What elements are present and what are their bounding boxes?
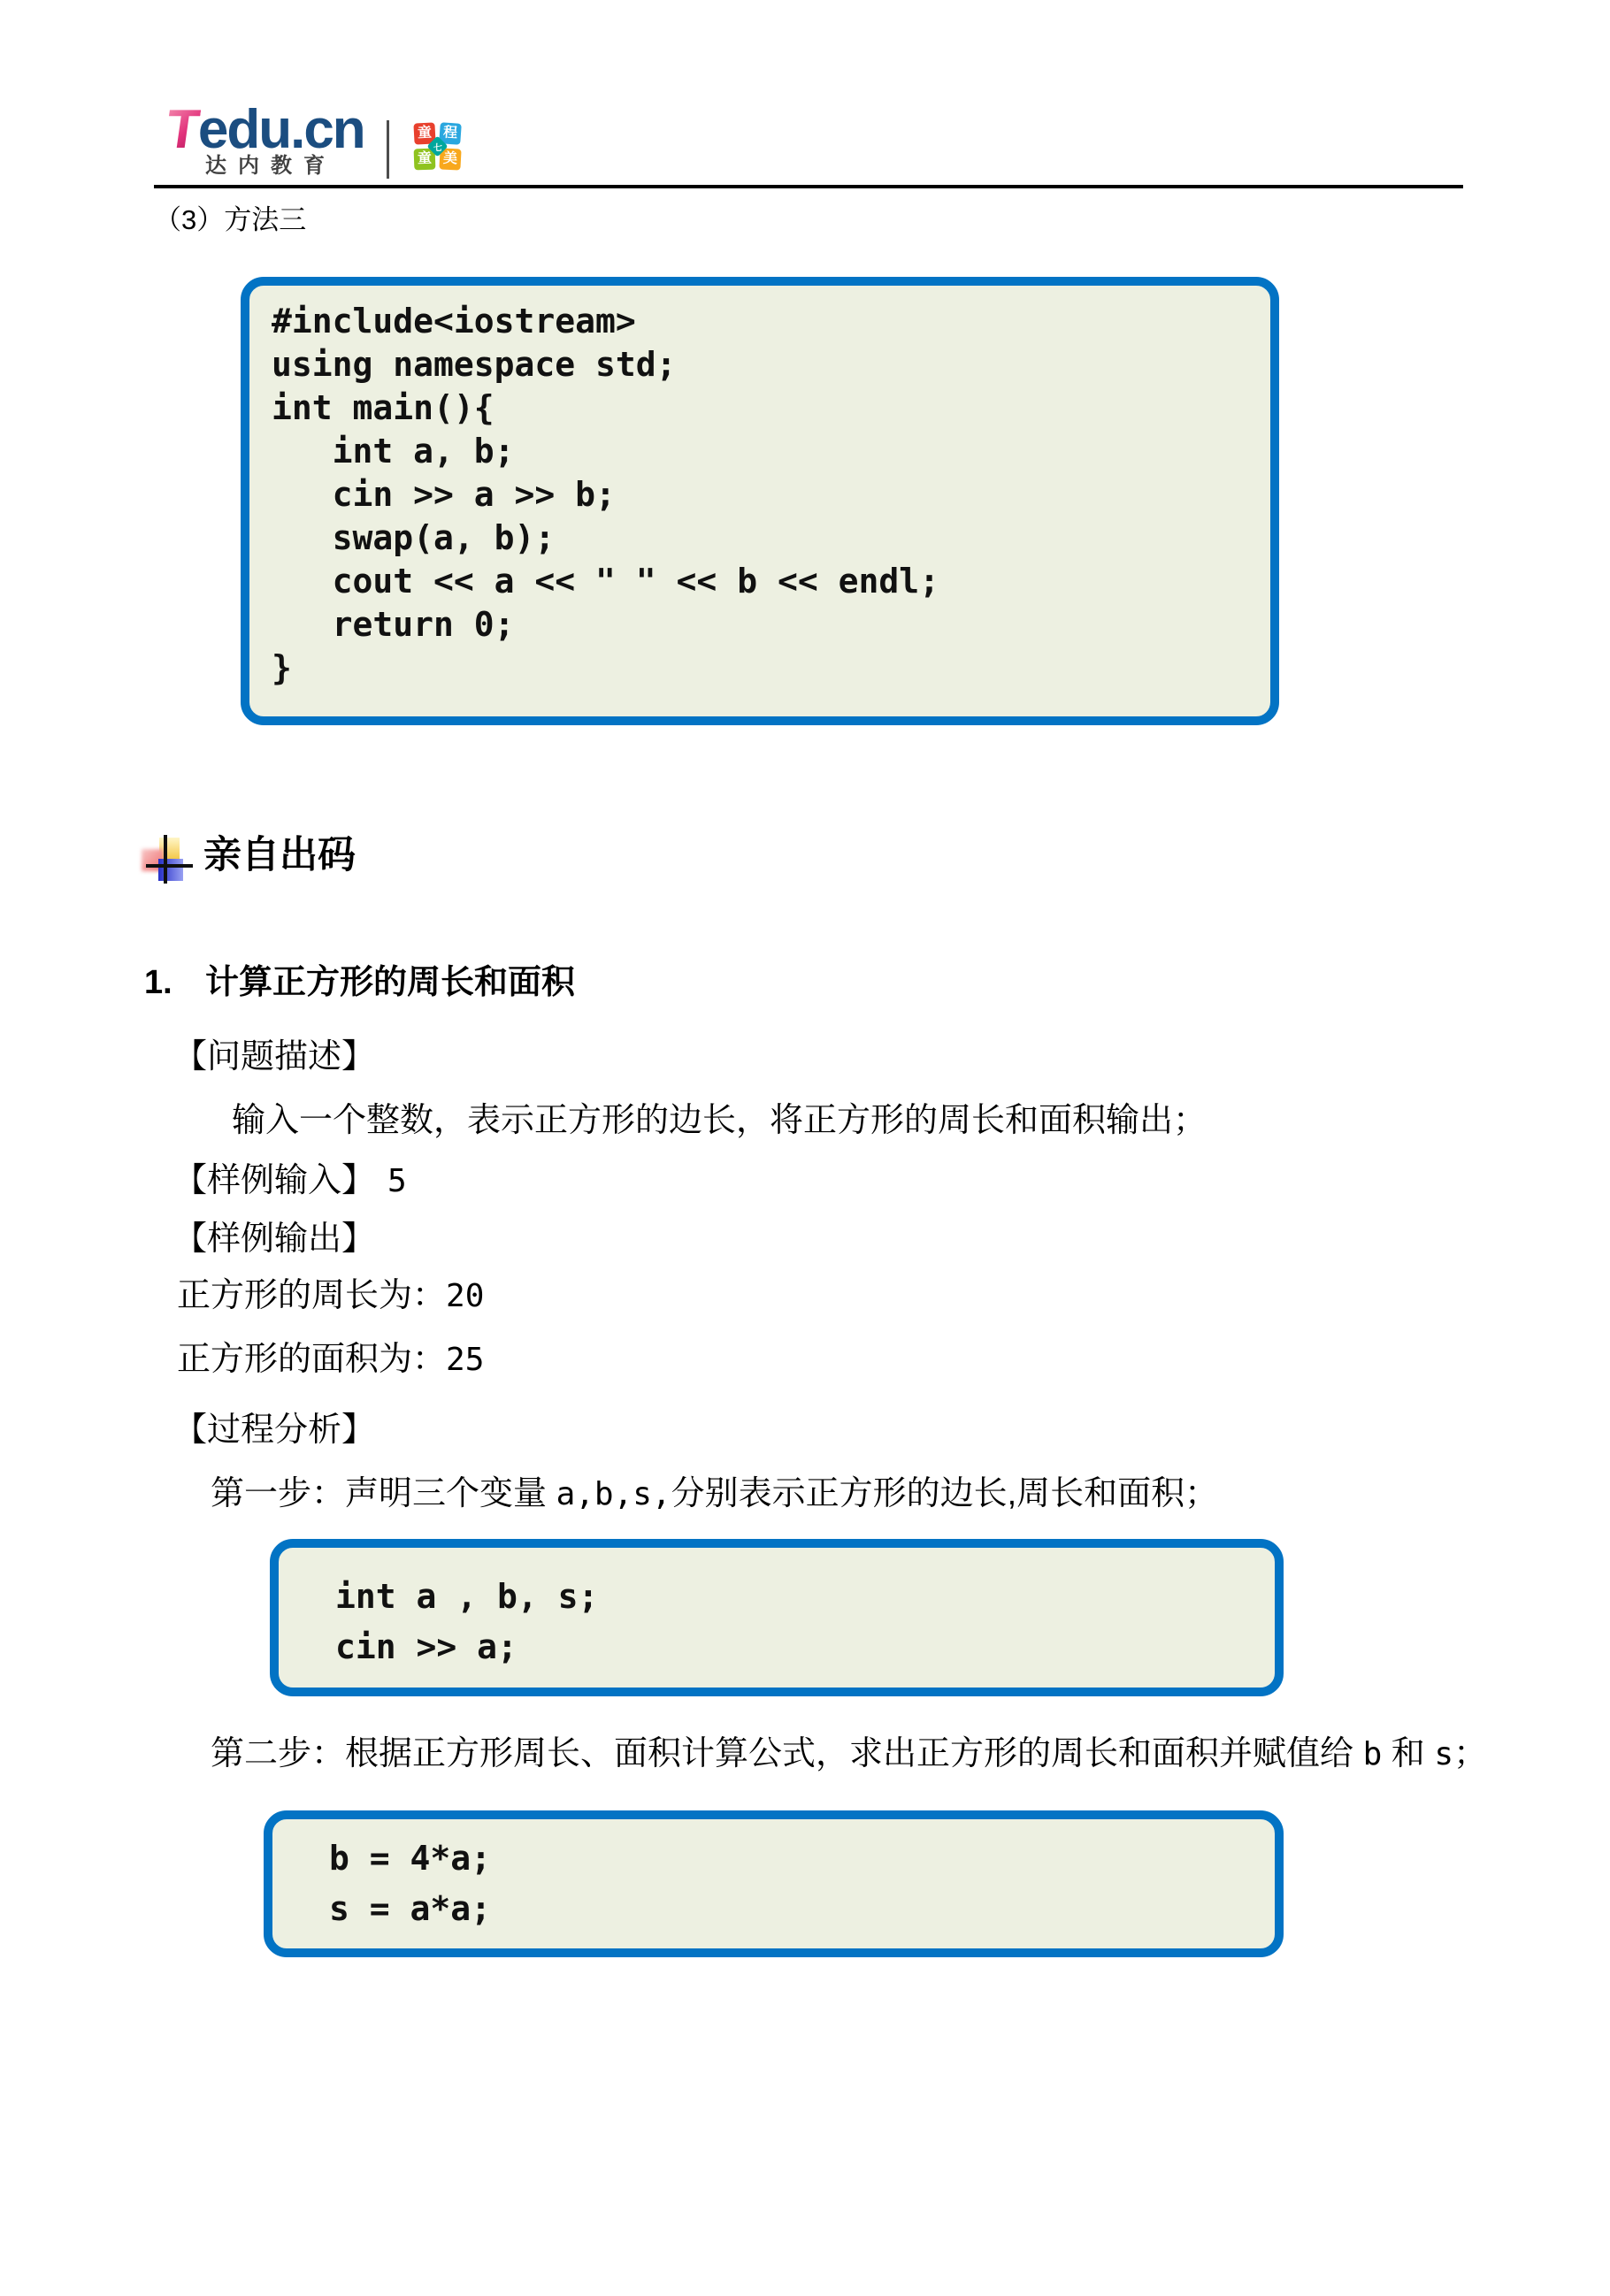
problem-title: 计算正方形的周长和面积: [205, 964, 576, 1001]
plus-bullet-icon: [142, 835, 193, 884]
step1-vars: a,b,s,: [556, 1476, 671, 1512]
brand-wordmark: edu.cn: [197, 99, 364, 160]
code-line: int a , b, s;: [335, 1577, 599, 1616]
brand-t-glyph: T: [162, 99, 203, 160]
sample-input-line: [173, 1162, 407, 1201]
output-line-perimeter-value: 20: [446, 1278, 485, 1314]
section-heading: 亲自出码: [203, 834, 356, 876]
brand-tile-tong2-icon: 童: [414, 149, 436, 171]
code-line: #include<iostream>: [272, 302, 636, 341]
output-line-area-value: 25: [446, 1342, 485, 1378]
brand-logo: [162, 99, 364, 160]
method-heading: （3）方法三: [154, 204, 307, 235]
output-line-area-text: 正方形的面积为：: [177, 1341, 447, 1378]
code-line: swap(a, b);: [272, 518, 556, 557]
brand-subtitle: 达内教育: [205, 154, 336, 178]
analysis-label: 【过程分析】: [173, 1412, 376, 1449]
sample-input-label: 【样例输入】: [173, 1162, 376, 1199]
sample-output-label: 【样例输出】: [173, 1221, 376, 1258]
problem-number: 1.: [144, 964, 172, 1001]
step1-text: 第一步：声明三个变量 a,b,s,分别表示正方形的边长,周长和面积；: [211, 1475, 1219, 1512]
brand-divider: [387, 120, 389, 179]
output-line-perimeter: [177, 1277, 484, 1316]
problem-desc-text: 输入一个整数，表示正方形的边长，将正方形的周长和面积输出；: [232, 1102, 1208, 1139]
code-block-step2: [264, 1810, 1284, 1957]
problem-desc-label: 【问题描述】: [173, 1038, 376, 1075]
brand-tile-mei-icon: 美: [439, 148, 461, 170]
brand-center-diamond-icon: 七: [426, 135, 448, 157]
brand-tile-cheng-icon: 程: [439, 122, 462, 145]
code-line: cin >> a;: [335, 1627, 518, 1666]
code-line: using namespace std;: [272, 345, 677, 384]
sample-input-value: 5: [387, 1163, 407, 1199]
header-rule: [154, 185, 1463, 188]
code-line: int main(){: [272, 388, 494, 427]
code-line: cout << a << " " << b << endl;: [272, 562, 939, 601]
step2-var-s: s: [1434, 1736, 1454, 1772]
code-line: s = a*a;: [329, 1889, 492, 1928]
step2-var-b: b: [1362, 1736, 1383, 1772]
output-line-perimeter-text: 正方形的周长为：: [177, 1277, 447, 1314]
code-block-step1: [270, 1539, 1284, 1696]
step2-text: 第二步：根据正方形周长、面积计算公式，求出正方形的周长和面积并赋值给 b 和 s；: [211, 1735, 1488, 1772]
brand-tile-tong1-icon: 童: [413, 122, 435, 144]
code-line: return 0;: [272, 605, 515, 644]
output-line-area: [177, 1341, 484, 1380]
code-block-main: [241, 277, 1279, 725]
code-line: b = 4*a;: [329, 1839, 492, 1878]
code-line: int a, b;: [272, 432, 515, 471]
code-line: }: [272, 648, 292, 687]
code-line: cin >> a >> b;: [272, 475, 616, 514]
